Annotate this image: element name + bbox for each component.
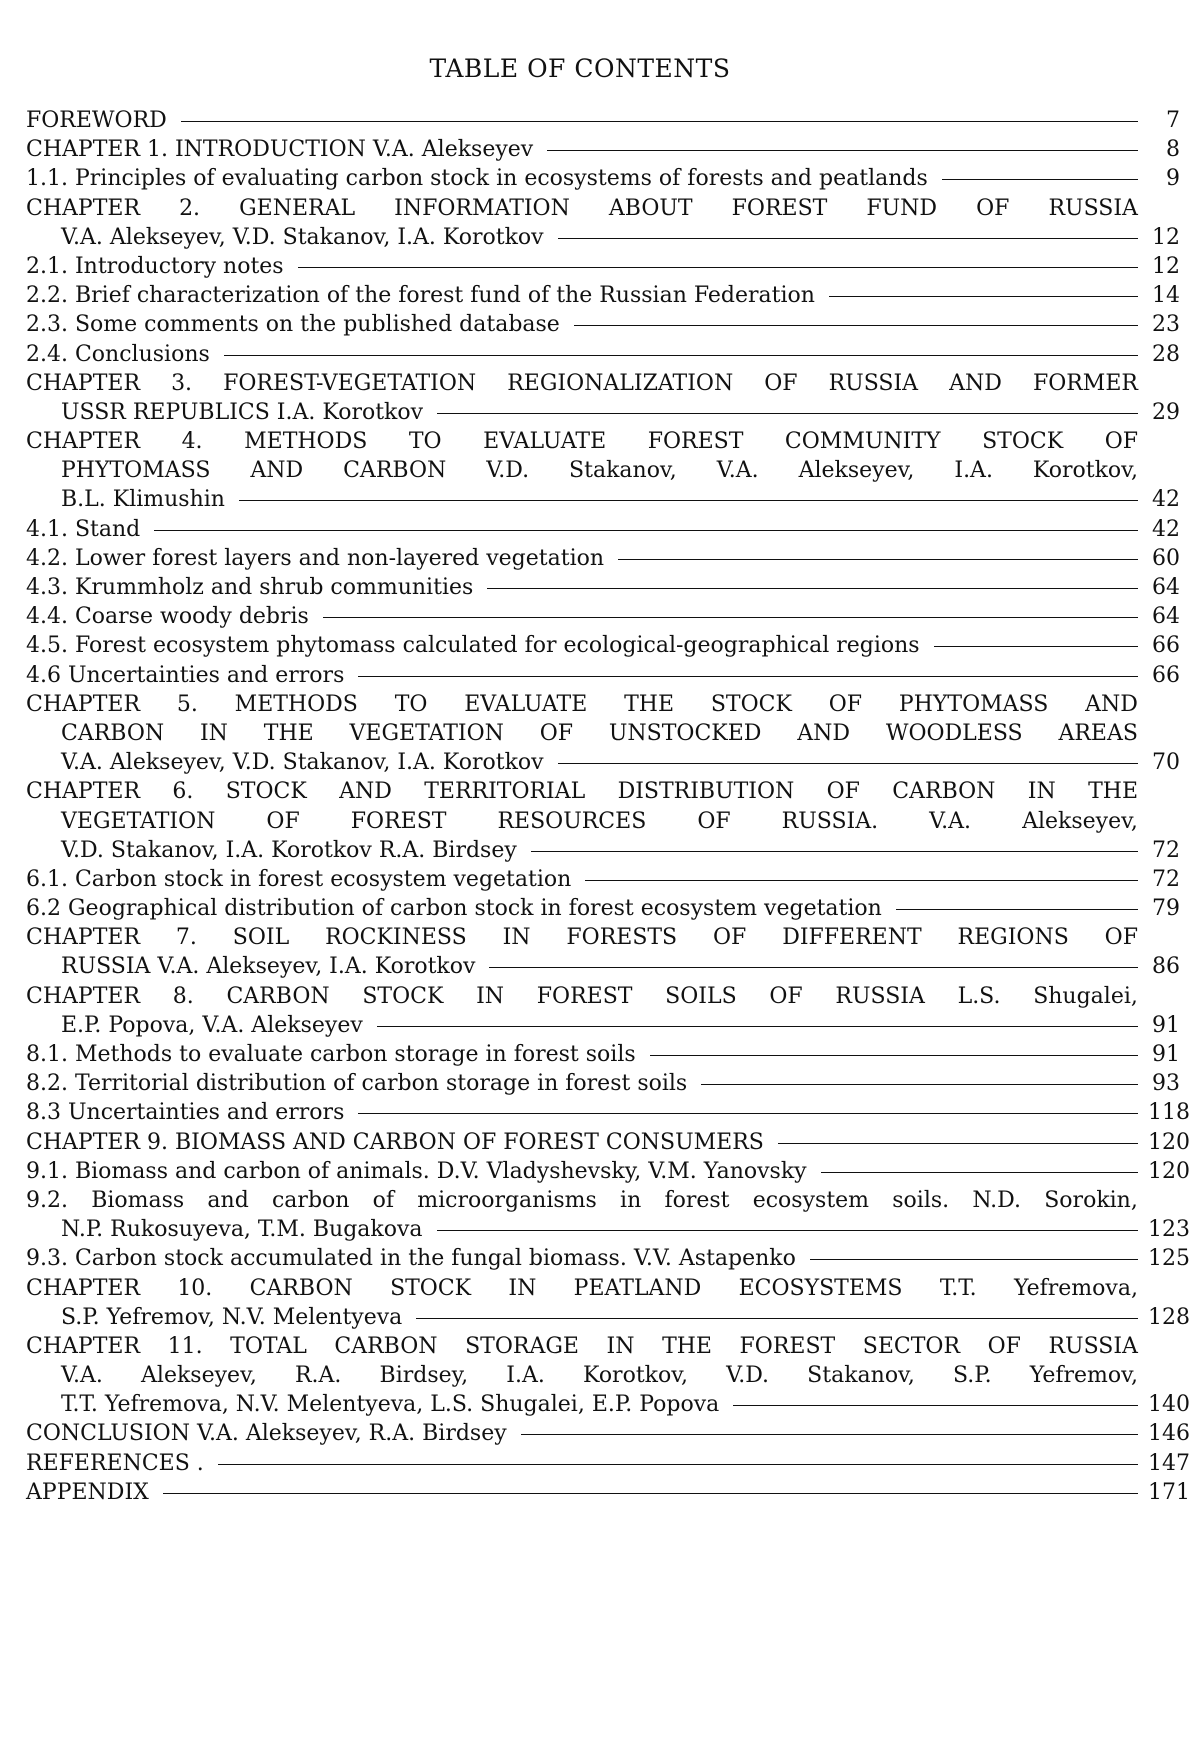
toc-entry-text: S.P. Yefremov, N.V. Melentyeva — [61, 1304, 403, 1330]
dot-leader-line — [358, 1113, 1138, 1114]
toc-entry-text: N.P. Rukosuyeva, T.M. Bugakova — [61, 1217, 423, 1243]
toc-entry-title-line: CHAPTER 11. TOTAL CARBON STORAGE IN THE FOREST SECTOR OF RUSSIA — [26, 1333, 1138, 1359]
dot-leader-line — [181, 121, 1138, 122]
toc-entry — [26, 310, 1180, 339]
toc-entry-title-line — [26, 252, 1180, 281]
dot-leader-line — [896, 909, 1138, 910]
toc-entry — [26, 1332, 1190, 1420]
toc-entry — [26, 865, 1180, 894]
dot-leader-line — [323, 617, 1138, 618]
toc-entry-title-line — [26, 573, 1180, 602]
toc-entry-text: B.L. Klimushin — [61, 487, 225, 513]
toc-entry-text: 9.1. Biomass and carbon of animals. D.V. Vladyshevsky, V.M. Yanovsky — [26, 1158, 807, 1184]
toc-entry — [26, 631, 1180, 660]
toc-entry-continuation-line — [26, 748, 1180, 777]
dot-leader-line — [733, 1405, 1138, 1406]
toc-page-number: 146 — [1148, 1421, 1190, 1447]
toc-page-number: 123 — [1148, 1217, 1190, 1243]
toc-entry — [26, 369, 1180, 427]
dot-leader-line — [224, 355, 1138, 356]
toc-entry-text: V.D. Stakanov, I.A. Korotkov R.A. Birdsey — [61, 837, 517, 863]
dot-leader-line — [547, 150, 1138, 151]
toc-entry-continuation-line — [26, 398, 1180, 427]
toc-entry-title-line — [26, 1244, 1190, 1273]
toc-entry-title-line — [26, 1069, 1180, 1098]
toc-entry-title-line — [26, 135, 1180, 164]
toc-entry-title-line: CHAPTER 10. CARBON STOCK IN PEATLAND ECOSYSTEMS T.T. Yefremova, — [26, 1275, 1138, 1301]
toc-page-number: 120 — [1148, 1158, 1190, 1184]
dot-leader-line — [489, 967, 1138, 968]
toc-entry-continuation-line: PHYTOMASS AND CARBON V.D. Stakanov, V.A. Alekseyev, I.A. Korotkov, — [61, 458, 1138, 484]
toc-page-number: 8 — [1166, 137, 1180, 163]
toc-entry — [26, 1186, 1190, 1244]
dot-leader-line — [558, 763, 1138, 764]
dot-leader-line — [163, 1493, 1138, 1494]
toc-entry-text: 8.3 Uncertainties and errors — [26, 1100, 345, 1126]
toc-entry-text: 4.3. Krummholz and shrub communities — [26, 575, 474, 600]
toc-entry — [26, 340, 1180, 369]
toc-page-number: 66 — [1152, 662, 1180, 688]
toc-page-number: 66 — [1152, 633, 1180, 659]
toc-page-number: 91 — [1152, 1012, 1180, 1038]
toc-entry — [26, 1069, 1180, 1098]
toc-entry-title-line — [26, 544, 1180, 573]
toc-entry-text: USSR REPUBLICS I.A. Korotkov — [61, 399, 424, 425]
toc-entry-title-line — [26, 1040, 1180, 1069]
toc-entry — [26, 1244, 1190, 1273]
toc-list — [26, 106, 1190, 1507]
toc-page-number: 7 — [1166, 108, 1180, 133]
toc-entry-text: V.A. Alekseyev, V.D. Stakanov, I.A. Korotkov — [61, 750, 544, 776]
toc-entry-title-line — [26, 1478, 1190, 1507]
toc-entry — [26, 1157, 1190, 1186]
toc-entry-title-line — [26, 602, 1180, 631]
dot-leader-line — [585, 880, 1138, 881]
toc-entry-title-line: CHAPTER 8. CARBON STOCK IN FOREST SOILS OF RUSSIA L.S. Shugalei, — [26, 983, 1138, 1009]
toc-entry — [26, 135, 1180, 164]
toc-entry-text: 2.3. Some comments on the published database — [26, 312, 560, 338]
dot-leader-line — [701, 1084, 1138, 1085]
dot-leader-line — [934, 646, 1138, 647]
toc-entry-text: 4.2. Lower forest layers and non-layered vegetation — [26, 545, 605, 571]
toc-entry — [26, 427, 1180, 515]
toc-entry — [26, 777, 1180, 865]
toc-page-number: 29 — [1152, 399, 1180, 425]
toc-entry — [26, 661, 1180, 690]
toc-entry-continuation-line — [26, 1215, 1190, 1244]
toc-entry-title-line — [26, 310, 1180, 339]
toc-entry-continuation-line: VEGETATION OF FOREST RESOURCES OF RUSSIA. V.A. Alekseyev, — [61, 808, 1138, 834]
dot-leader-line — [218, 1464, 1138, 1465]
toc-entry-continuation-line — [26, 952, 1180, 981]
toc-entry-title-line: CHAPTER 2. GENERAL INFORMATION ABOUT FOREST FUND OF RUSSIA — [26, 195, 1138, 221]
toc-entry — [26, 1128, 1190, 1157]
toc-page-number: 72 — [1152, 866, 1180, 892]
toc-page-number: 79 — [1152, 896, 1180, 922]
dot-leader-line — [778, 1143, 1138, 1144]
dot-leader-line — [531, 851, 1138, 852]
toc-entry-title-line: CHAPTER 4. METHODS TO EVALUATE FOREST COMMUNITY STOCK OF — [26, 429, 1138, 455]
toc-entry-text: 4.4. Coarse woody debris — [26, 604, 309, 630]
toc-entry — [26, 1478, 1190, 1507]
toc-entry-text: CHAPTER 1. INTRODUCTION V.A. Alekseyev — [26, 137, 534, 163]
dot-leader-line — [574, 325, 1138, 326]
dot-leader-line — [829, 296, 1138, 297]
dot-leader-line — [487, 588, 1138, 589]
toc-page-number: 9 — [1166, 166, 1180, 192]
toc-entry-text: 6.2 Geographical distribution of carbon stock in forest ecosystem vegetation — [26, 896, 882, 922]
toc-entry-text: CHAPTER 9. BIOMASS AND CARBON OF FOREST CONSUMERS — [26, 1129, 764, 1155]
toc-page-number: 72 — [1152, 837, 1180, 863]
toc-page-number: 140 — [1148, 1392, 1190, 1418]
toc-entry-text: 8.2. Territorial distribution of carbon storage in forest soils — [26, 1071, 688, 1097]
toc-entry — [26, 1098, 1190, 1127]
page-title: TABLE OF CONTENTS — [429, 54, 731, 83]
dot-leader-line — [154, 530, 1138, 531]
toc-entry-title-line — [26, 281, 1180, 310]
toc-page-number: 64 — [1152, 575, 1180, 600]
toc-page-number: 64 — [1152, 604, 1180, 630]
toc-entry — [26, 544, 1180, 573]
dot-leader-line — [358, 676, 1138, 677]
toc-entry-continuation-line — [26, 1011, 1180, 1040]
toc-entry-text: 2.4. Conclusions — [26, 341, 210, 367]
toc-entry-text: 9.3. Carbon stock accumulated in the fungal biomass. V.V. Astapenko — [26, 1246, 796, 1272]
toc-entry-continuation-line — [26, 836, 1180, 865]
dot-leader-line — [821, 1172, 1138, 1173]
toc-entry-text: 6.1. Carbon stock in forest ecosystem vegetation — [26, 866, 572, 892]
toc-entry-text: REFERENCES . — [26, 1450, 204, 1476]
toc-entry-text: 2.1. Introductory notes — [26, 253, 284, 279]
toc-entry-title-line — [26, 1098, 1190, 1127]
toc-entry — [26, 1419, 1190, 1448]
toc-entry — [26, 106, 1180, 135]
toc-entry-text: 2.2. Brief characterization of the forest fund of the Russian Federation — [26, 283, 815, 309]
toc-entry — [26, 923, 1180, 981]
dot-leader-line — [437, 413, 1138, 414]
toc-entry — [26, 1449, 1190, 1478]
toc-page-number: 42 — [1152, 487, 1180, 513]
toc-entry-title-line — [26, 631, 1180, 660]
toc-entry-text: APPENDIX — [26, 1479, 149, 1505]
toc-entry-title-line: CHAPTER 5. METHODS TO EVALUATE THE STOCK OF PHYTOMASS AND — [26, 691, 1138, 717]
toc-entry — [26, 894, 1180, 923]
toc-entry — [26, 281, 1180, 310]
toc-page-number: 14 — [1152, 283, 1180, 309]
toc-entry-text: E.P. Popova, V.A. Alekseyev — [61, 1012, 363, 1038]
toc-entry-text: V.A. Alekseyev, V.D. Stakanov, I.A. Korotkov — [61, 224, 544, 250]
toc-page-number: 86 — [1152, 954, 1180, 980]
dot-leader-line — [618, 559, 1138, 560]
toc-page-number: 125 — [1148, 1246, 1190, 1272]
dot-leader-line — [942, 179, 1138, 180]
toc-entry-title-line — [26, 1157, 1190, 1186]
toc-page-number: 42 — [1152, 516, 1180, 542]
toc-entry-title-line — [26, 164, 1180, 193]
toc-entry — [26, 982, 1180, 1040]
dot-leader-line — [650, 1055, 1138, 1056]
toc-entry-text: RUSSIA V.A. Alekseyev, I.A. Korotkov — [61, 954, 476, 980]
toc-entry-text: 4.5. Forest ecosystem phytomass calculated for ecological-geographical regions — [26, 633, 920, 659]
toc-entry-title-line — [26, 1128, 1190, 1157]
dot-leader-line — [810, 1259, 1138, 1260]
toc-entry — [26, 602, 1180, 631]
toc-entry — [26, 573, 1180, 602]
toc-entry-text: 4.1. Stand — [26, 516, 141, 542]
toc-page-number: 120 — [1148, 1129, 1190, 1155]
toc-page-number: 23 — [1152, 312, 1180, 338]
toc-entry-title-line — [26, 865, 1180, 894]
toc-entry-text: 4.6 Uncertainties and errors — [26, 662, 345, 688]
toc-entry-title-line — [26, 106, 1180, 135]
toc-entry-title-line — [26, 1449, 1190, 1478]
toc-entry-title-line — [26, 661, 1180, 690]
dot-leader-line — [521, 1434, 1138, 1435]
toc-page-number: 93 — [1152, 1071, 1180, 1097]
toc-entry-text: 1.1. Principles of evaluating carbon stock in ecosystems of forests and peatlands — [26, 166, 928, 192]
dot-leader-line — [558, 238, 1138, 239]
toc-page-number: 12 — [1152, 253, 1180, 279]
toc-entry — [26, 1040, 1180, 1069]
toc-entry-continuation-line — [26, 1390, 1190, 1419]
toc-entry-title-line: CHAPTER 6. STOCK AND TERRITORIAL DISTRIBUTION OF CARBON IN THE — [26, 779, 1138, 805]
toc-entry — [26, 164, 1180, 193]
toc-entry — [26, 252, 1180, 281]
dot-leader-line — [416, 1318, 1138, 1319]
toc-entry-title-line: 9.2. Biomass and carbon of microorganisms in forest ecosystem soils. N.D. Sorokin, — [26, 1187, 1138, 1213]
toc-entry-continuation-line — [26, 223, 1180, 252]
toc-entry-title-line — [26, 340, 1180, 369]
toc-page-number: 70 — [1152, 750, 1180, 776]
toc-entry-title-line — [26, 515, 1180, 544]
toc-page-number: 128 — [1148, 1304, 1190, 1330]
toc-entry — [26, 194, 1180, 252]
toc-entry-continuation-line — [26, 1303, 1190, 1332]
toc-entry-title-line: CHAPTER 7. SOIL ROCKINESS IN FORESTS OF DIFFERENT REGIONS OF — [26, 925, 1138, 951]
toc-entry-text: CONCLUSION V.A. Alekseyev, R.A. Birdsey — [26, 1421, 507, 1447]
toc-page-number: 60 — [1152, 545, 1180, 571]
toc-entry — [26, 1274, 1190, 1332]
toc-entry — [26, 690, 1180, 778]
toc-entry-title-line — [26, 1419, 1190, 1448]
toc-entry-continuation-line: V.A. Alekseyev, R.A. Birdsey, I.A. Korotkov, V.D. Stakanov, S.P. Yefremov, — [61, 1363, 1138, 1389]
toc-page-number: 118 — [1148, 1100, 1190, 1126]
toc-entry-continuation-line: CARBON IN THE VEGETATION OF UNSTOCKED AND WOODLESS AREAS — [61, 720, 1138, 746]
toc-page-number: 147 — [1148, 1450, 1190, 1476]
toc-page-number: 12 — [1152, 224, 1180, 250]
toc-entry-title-line — [26, 894, 1180, 923]
toc-page-number: 28 — [1152, 341, 1180, 367]
toc-entry-continuation-line — [26, 485, 1180, 514]
toc-entry-text: T.T. Yefremova, N.V. Melentyeva, L.S. Shugalei, E.P. Popova — [61, 1392, 720, 1418]
dot-leader-line — [377, 1026, 1138, 1027]
toc-page-number: 91 — [1152, 1042, 1180, 1067]
toc-page-number: 171 — [1148, 1479, 1190, 1505]
toc-entry-text: FOREWORD — [26, 108, 167, 133]
toc-entry — [26, 515, 1180, 544]
dot-leader-line — [437, 1230, 1138, 1231]
dot-leader-line — [239, 500, 1138, 501]
toc-entry-title-line: CHAPTER 3. FOREST-VEGETATION REGIONALIZATION OF RUSSIA AND FORMER — [26, 370, 1138, 396]
toc-entry-text: 8.1. Methods to evaluate carbon storage in forest soils — [26, 1042, 636, 1067]
dot-leader-line — [298, 267, 1138, 268]
